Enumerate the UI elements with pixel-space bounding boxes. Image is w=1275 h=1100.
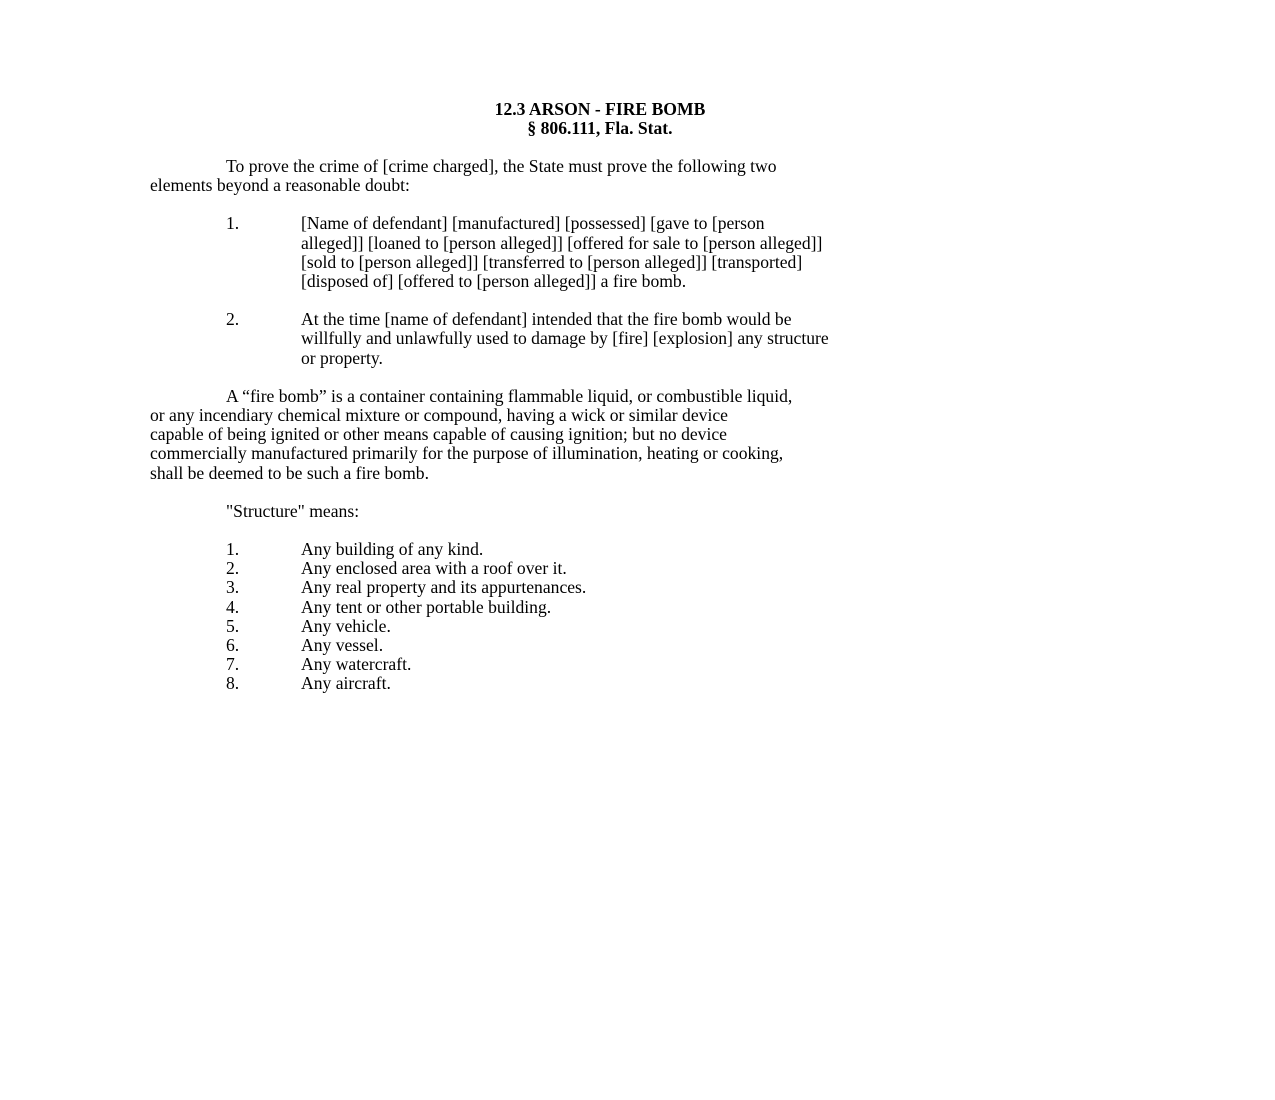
element-line: At the time [name of defendant] intended that the fire bomb would be — [301, 309, 792, 329]
structure-item-text: Any vehicle. — [301, 615, 391, 636]
element-line: or property. — [301, 348, 383, 368]
definition-line: shall be deemed to be such a fire bomb. — [150, 463, 429, 483]
definition-line: capable of being ignited or other means capable of causing ignition; but no device — [150, 424, 727, 444]
element-line: [sold to [person alleged]] [transferred to [person alleged]] [transported] — [301, 252, 803, 272]
structure-item-number: 3. — [226, 577, 240, 598]
structure-item-text: Any building of any kind. — [301, 539, 484, 559]
element-line: willfully and unlawfully used to damage by [fire] [explosion] any structure — [301, 328, 829, 348]
element-number: 2. — [226, 309, 240, 329]
structure-item-text: Any watercraft. — [301, 654, 412, 675]
structure-intro: "Structure" means: — [226, 501, 360, 521]
structure-item-text: Any vessel. — [301, 635, 384, 655]
definition-line: A “fire bomb” is a container containing flammable liquid, or combustible liquid, — [226, 386, 793, 406]
structure-item-number: 2. — [226, 558, 240, 579]
structure-item-number: 6. — [226, 635, 240, 655]
element-line: alleged]] [loaned to [person alleged]] [offered for sale to [person alleged]] — [301, 233, 823, 253]
element-number: 1. — [226, 213, 240, 233]
structure-item-number: 7. — [226, 654, 240, 675]
intro-line: elements beyond a reasonable doubt: — [150, 175, 410, 195]
page-title: 12.3 ARSON - FIRE BOMB — [494, 99, 706, 119]
structure-item-text: Any tent or other portable building. — [301, 596, 552, 617]
structure-item-text: Any real property and its appurtenances. — [301, 577, 587, 598]
intro-line: To prove the crime of [crime charged], the State must prove the following two — [226, 156, 777, 176]
element-line: [Name of defendant] [manufactured] [possessed] [gave to [person — [301, 213, 765, 233]
structure-item-number: 1. — [226, 539, 240, 559]
statute-reference: § 806.111, Fla. Stat. — [527, 118, 673, 138]
structure-item-number: 4. — [226, 596, 240, 617]
definition-line: or any incendiary chemical mixture or compound, having a wick or similar device — [150, 405, 728, 425]
structure-item-text: Any aircraft. — [301, 673, 391, 694]
structure-item-number: 5. — [226, 615, 240, 636]
element-line: [disposed of] [offered to [person alleged]] a fire bomb. — [301, 271, 687, 291]
definition-line: commercially manufactured primarily for the purpose of illumination, heating or cooking, — [150, 443, 784, 463]
structure-item-text: Any enclosed area with a roof over it. — [301, 558, 567, 579]
structure-item-number: 8. — [226, 673, 240, 694]
